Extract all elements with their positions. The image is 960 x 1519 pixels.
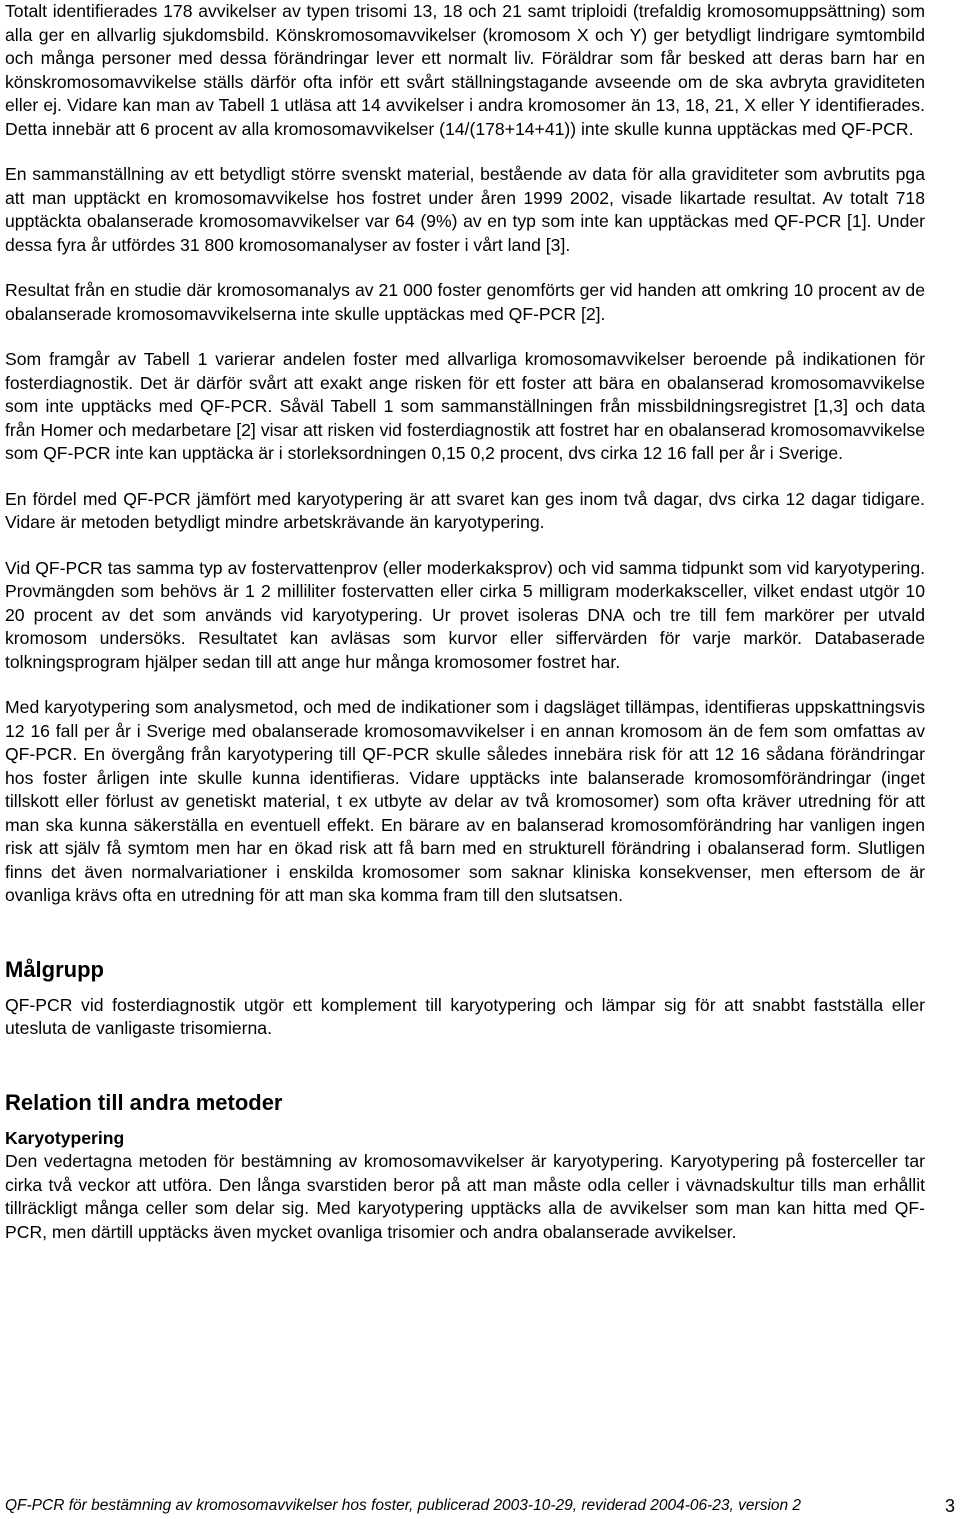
- paragraph-swedish-material: En sammanställning av ett betydligt större svenskt material, bestående av data för alla graviditeter som avbrutits pga att man upptäckt en kromosomavvikelse hos fostret under åren 1999 2002, visade likartade resultat. Av totalt 718 upptäckta obalanserade kromosomavvikelser var 64 (9%) av en typ som inte kan upptäckas med QF-PCR [1]. Under dessa fyra år utfördes 31 800 kromosomanalyser av foster i vårt land [3].: [5, 164, 925, 255]
- page-footer: [5, 1496, 955, 1516]
- paragraph-advantage: En fördel med QF-PCR jämfört med karyotypering är att svaret kan ges inom två dagar, dvs cirka 12 dagar tidigare. Vidare är metoden betydligt mindre arbetskrävande än karyotypering.: [5, 488, 925, 532]
- section-heading-relation: Relation till andra metoder: [5, 1089, 283, 1115]
- paragraph-karyotypering: Den vedertagna metoden för bestämning av kromosomavvikelser är karyotypering. Karyotypering på fosterceller tar cirka två veckor att utföra. Den långa svarstiden beror på att man måste odla celler i vävnadskultur tills man erhållit tillräckligt många celler som delar sig. Med karyotypering upptäcks alla de avvikelser som man kan hitta med QF-PCR, men därtill upptäcks även mycket ovanliga trisomier och andra obalanserade avvikelser.: [5, 1151, 925, 1242]
- paragraph-indication-risk: Som framgår av Tabell 1 varierar andelen foster med allvarliga kromosomavvikelser beroende på indikationen för fosterdiagnostik. Det är därför svårt att exakt ange risken för ett foster att bära en obalanserad kromosomavvikelse som inte upptäcks med QF-PCR. Såväl Tabell 1 som sammanställningen från missbildningsregistret [1,3] och data från Homer och medarbetare [2] visar att risken vid fosterdiagnostik att fostret har en obalanserad kromosomavvikelse som QF-PCR inte kan upptäcka är i storleksordningen 0,15 0,2 procent, dvs cirka 12 16 fall per år i Sverige.: [5, 349, 925, 463]
- page-number: 3: [944, 1496, 955, 1516]
- paragraph-study-results: Resultat från en studie där kromosomanalys av 21 000 foster genomförts ger vid handen att omkring 10 procent av de obalanserade kromosomavvikelserna inte skulle upptäckas med QF-PCR [2].: [5, 280, 925, 324]
- document-page: [5, 0, 925, 1244]
- footer-text: QF-PCR för bestämning av kromosomavvikelser hos foster, publicerad 2003-10-29, reviderad 2004-06-23, version 2: [5, 1497, 802, 1514]
- paragraph-sampling: Vid QF-PCR tas samma typ av fostervattenprov (eller moderkaksprov) och vid samma tidpunkt som vid karyotypering. Provmängden som behövs är 1 2 milliliter fostervatten eller cirka 5 milligram moderkaksceller, vilket endast utgör 10 20 procent av det som används vid karyotypering. Ur provet isoleras DNA och tre till fem markörer per utvald kromosom undersöks. Resultatet kan avläsas som kurvor eller siffervärden för varje markör. Databaserade tolkningsprogram hjälper sedan till att ange hur många kromosomer fostret har.: [5, 557, 925, 672]
- paragraph-malgrupp: QF-PCR vid fosterdiagnostik utgör ett komplement till karyotypering och lämpar sig för att snabbt fastställa eller utesluta de vanligaste trisomierna.: [5, 994, 925, 1038]
- section-heading-malgrupp: Målgrupp: [5, 956, 104, 982]
- subheading-karyotypering: Karyotypering: [5, 1127, 125, 1148]
- paragraph-karyotyping-comparison: Med karyotypering som analysmetod, och med de indikationer som i dagsläget tillämpas, identifieras uppskattningsvis 12 16 fall per år i Sverige med obalanserade kromosomavvikelser i en annan kromosom än de fem som omfattas av QF-PCR. En övergång från karyotypering till QF-PCR skulle således innebära risk för att 12 16 sådana förändringar hos foster årligen inte skulle kunna identifieras. Vidare upptäcks inte balanserade kromosomförändringar (inget tillskott eller förlust av genetiskt material, t ex utbyte av delar av två kromosomer) som ofta kräver utredning för att man ska kunna säkerställa en eventuell effekt. En bärare av en balanserad kromosomförändring har vanligen ingen risk att själv få symtom men har en ökad risk att få barn med en strukturell förändring i obalanserad form. Slutligen finns det även normalvariationer i enskilda kromosomer som saknar kliniska konsekvenser, men eftersom de är ovanliga krävs ofta en utredning för att man ska komma fram till den slutsatsen.: [5, 697, 925, 905]
- paragraph-trisomy-results: Totalt identifierades 178 avvikelser av typen trisomi 13, 18 och 21 samt triploidi (trefaldig kromosomuppsättning) som alla ger en allvarlig sjukdomsbild. Könskromosomavvikelser (kromosom X och Y) ger betydligt lindrigare symtombild och många personer med dessa förändringar lever ett normalt liv. Föräldrar som får besked att deras barn har en könskromosomavvikelse ställs därför ofta inför ett svårt ställningstagande avseende om de ska avbryta graviditeten eller ej. Vidare kan man av Tabell 1 utläsa att 14 avvikelser i andra kromosomer än 13, 18, 21, X eller Y identifierades. Detta innebär att 6 procent av alla kromosomavvikelser (14/(178+14+41)) inte skulle kunna upptäckas med QF-PCR.: [5, 1, 925, 139]
